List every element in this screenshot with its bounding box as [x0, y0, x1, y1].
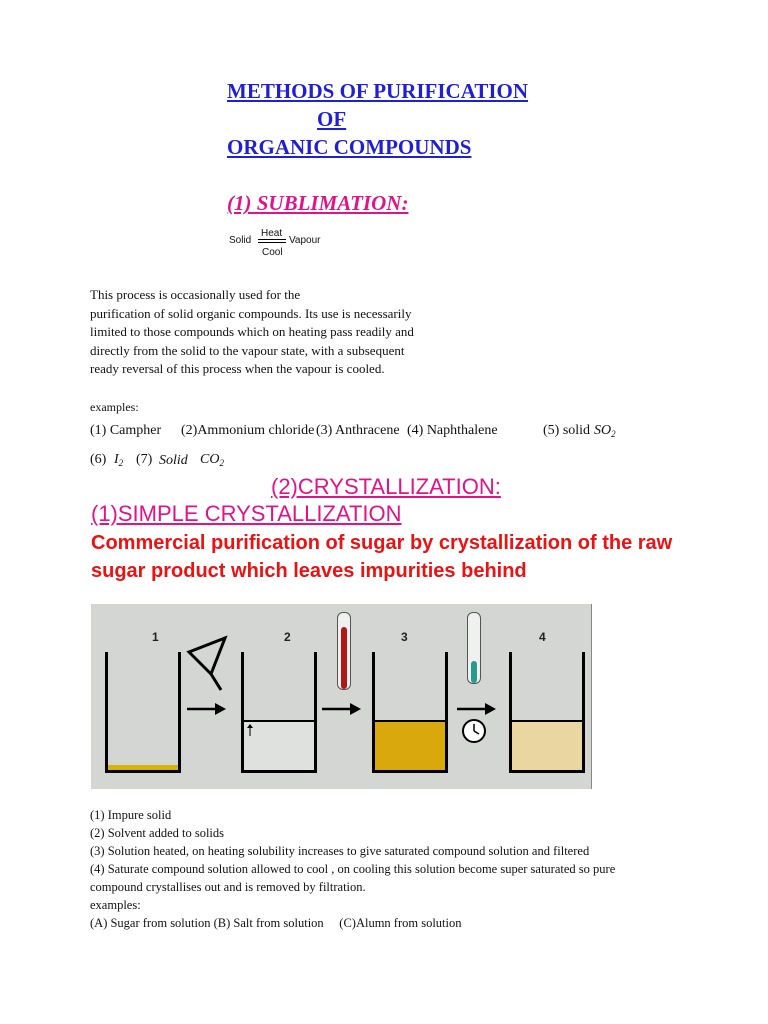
- i2-formula: [114, 452, 123, 468]
- beaker-3: [372, 652, 448, 773]
- page-title-line1: METHODS OF PURIFICATION: [227, 79, 529, 103]
- crystallization-heading: (2)CRYSTALLIZATION:: [271, 474, 501, 499]
- paragraph-line: purification of solid organic compounds. Its use is necessarily: [90, 305, 412, 321]
- co2-main: CO: [200, 452, 220, 467]
- reaction-left: Solid: [229, 235, 252, 246]
- paragraph-line: ready reversal of this process when the vapour is cooled.: [90, 361, 385, 376]
- small-up-arrow-icon: [246, 724, 254, 736]
- reaction-arrow-line-top: [258, 239, 286, 240]
- figure-label-1: 1: [152, 630, 159, 644]
- beaker-1: [105, 652, 181, 773]
- so2-formula: [594, 423, 616, 439]
- example-item-7-label: (7): [136, 452, 153, 467]
- headline-line: sugar product which leaves impurities behind: [91, 560, 527, 582]
- thermometer-hot-icon: [337, 612, 351, 690]
- page-title-line2: OF: [317, 107, 347, 131]
- solvent: [244, 722, 314, 770]
- step-item: (4) Saturate compound solution allowed to cool , on cooling this solution become super saturated so pure: [90, 862, 616, 876]
- paragraph-line: limited to those compounds which on heating pass readily and: [90, 324, 414, 339]
- arrow-right-icon: [457, 702, 497, 716]
- crystallization-examples: (A) Sugar from solution (B) Salt from solution (C)Alumn from solution: [90, 916, 462, 930]
- crystallization-examples-label: examples:: [90, 898, 141, 912]
- so2-sub: 2: [611, 429, 616, 439]
- sublimation-examples-label: examples:: [90, 400, 139, 414]
- arrow-right-icon: [322, 702, 362, 716]
- figure-label-3: 3: [401, 630, 408, 644]
- example-item-6-label: (6): [90, 452, 107, 467]
- step-item: (3) Solution heated, on heating solubility increases to give saturated compound solution and filtered: [90, 844, 590, 858]
- i2-sub: 2: [118, 458, 124, 468]
- sublimation-example-item: (2)Ammonium chloride: [181, 423, 315, 438]
- beaker-2: [241, 652, 317, 773]
- paragraph-line: This process is occasionally used for the: [90, 287, 301, 302]
- paragraph-line: directly from the solid to the vapour state, with a subsequent: [90, 342, 405, 358]
- reaction-right: Vapour: [289, 235, 321, 246]
- sugar-headline: [91, 529, 672, 585]
- page-title-line3: ORGANIC COMPOUNDS: [227, 135, 472, 159]
- sublimation-heading: (1) SUBLIMATION:: [227, 191, 409, 215]
- simple-crystallization-heading: (1)SIMPLE CRYSTALLIZATION: [91, 501, 402, 526]
- sublimation-example-item: (3) Anthracene: [316, 423, 400, 438]
- step-item: compound crystallises out and is removed by filtration.: [90, 880, 366, 894]
- example-item-7-word: Solid: [159, 453, 188, 468]
- co2-formula: [200, 452, 224, 468]
- step-item: (1) Impure solid: [90, 808, 172, 822]
- impure-solid: [108, 765, 178, 770]
- so2-main: SO: [594, 423, 612, 438]
- crystallization-figure: [91, 604, 592, 789]
- hot-solution: [375, 722, 445, 770]
- reaction-bottom: Cool: [262, 247, 283, 258]
- sublimation-example-item: (5) solid: [543, 423, 591, 438]
- cool-solution-with-crystals: [512, 722, 582, 770]
- thermometer-cool-icon: [467, 612, 481, 684]
- sublimation-paragraph: [90, 286, 414, 379]
- sublimation-example-item: (4) Naphthalene: [407, 423, 498, 438]
- step-item: (2) Solvent added to solids: [90, 826, 225, 840]
- co2-sub: 2: [219, 458, 224, 468]
- reaction-top: Heat: [261, 228, 283, 239]
- funnel-icon: [185, 634, 233, 694]
- beaker-4: [509, 652, 585, 773]
- reaction-arrow-line-bottom: [258, 242, 286, 243]
- arrow-right-icon: [187, 702, 227, 716]
- sublimation-reaction: [229, 228, 339, 260]
- sublimation-example-item: (1) Campher: [90, 423, 162, 438]
- figure-label-2: 2: [284, 630, 291, 644]
- crystallization-steps: [90, 806, 615, 932]
- i2-main: I: [114, 452, 119, 467]
- headline-line: Commercial purification of sugar by crystallization of the raw: [91, 532, 673, 554]
- clock-icon: [461, 718, 487, 744]
- figure-label-4: 4: [539, 630, 546, 644]
